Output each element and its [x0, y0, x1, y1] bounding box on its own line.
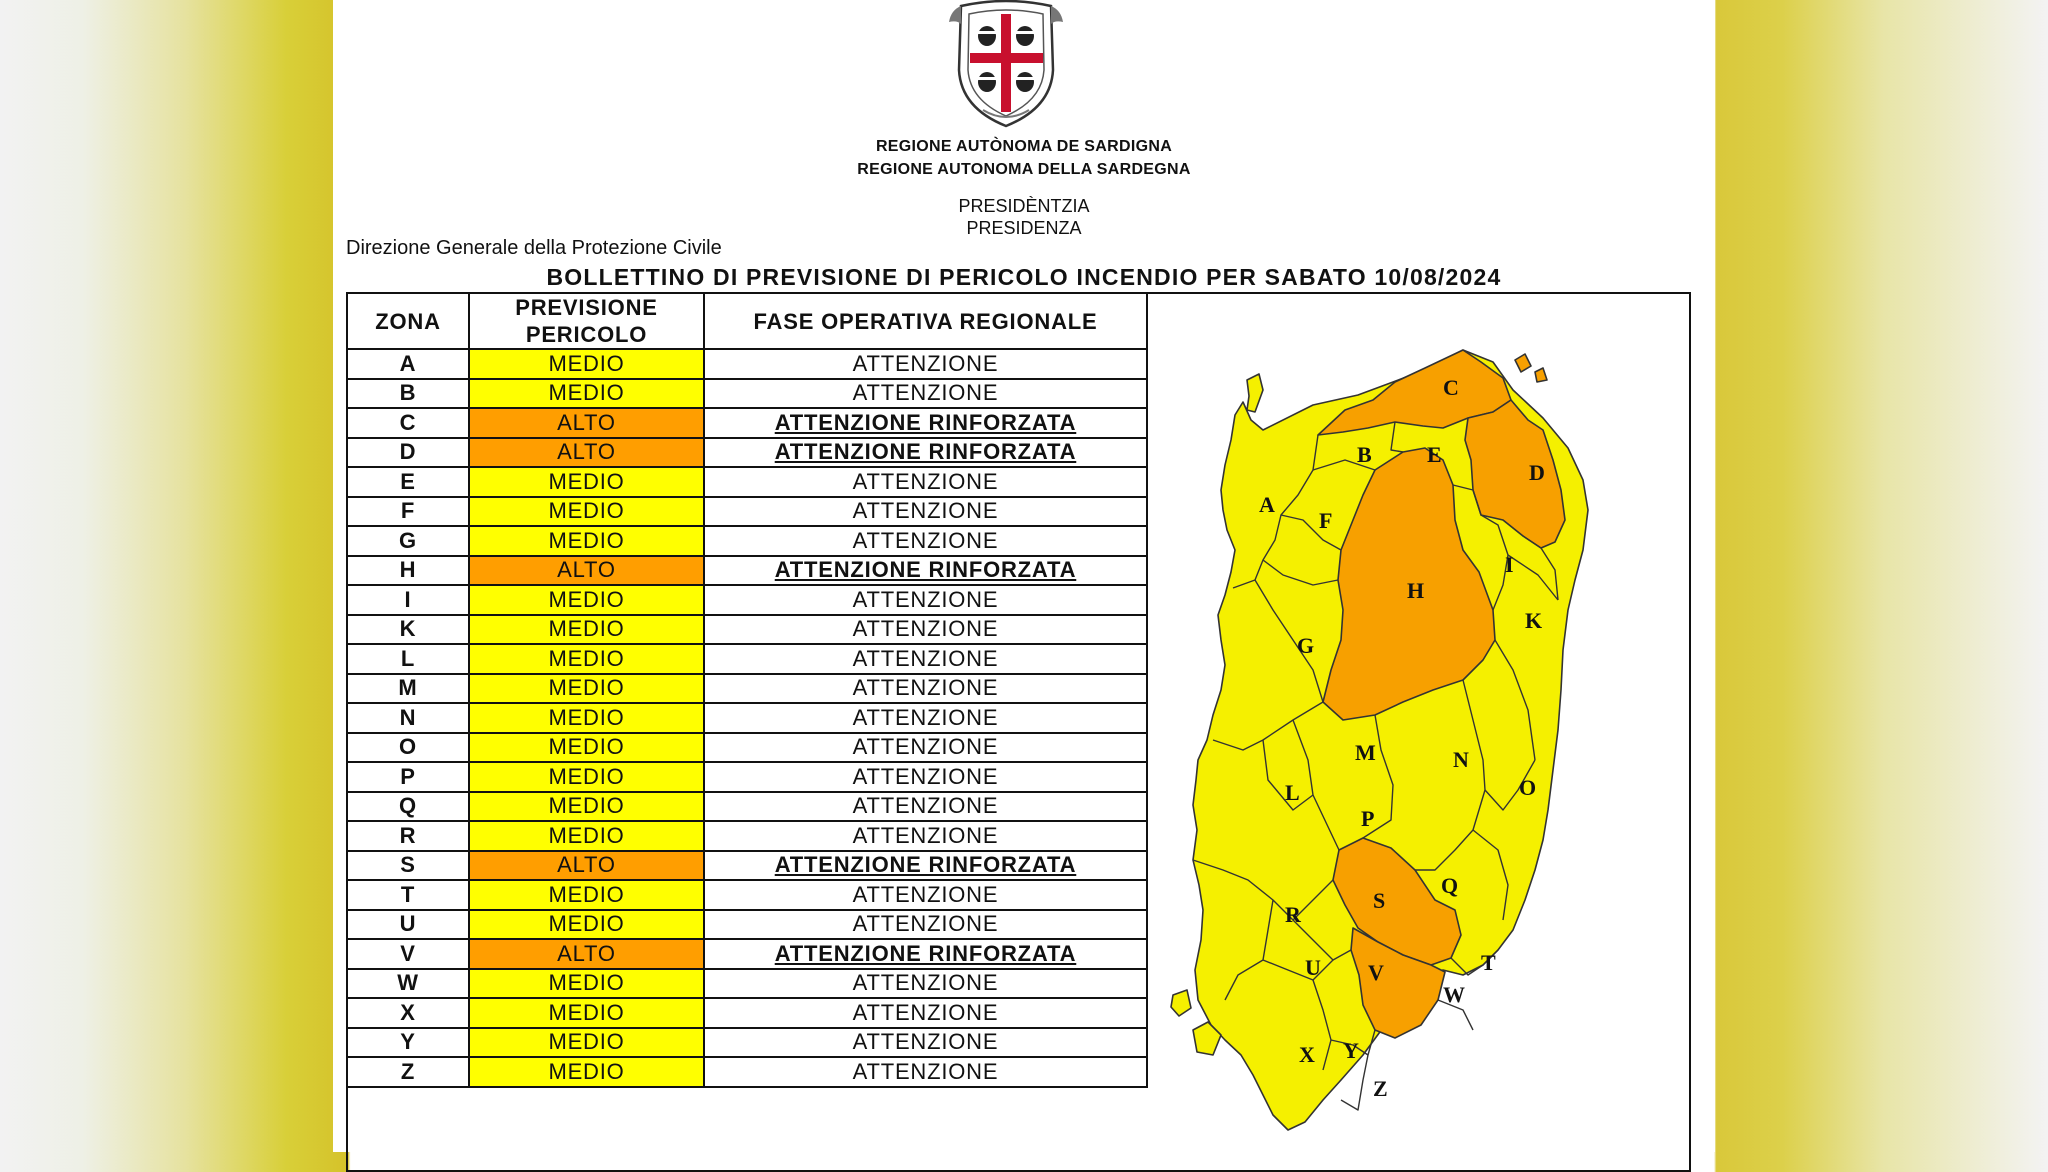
table-row [347, 644, 1147, 674]
zone-code: K [347, 615, 469, 645]
zone-code: Z [347, 1057, 469, 1087]
hazard-level: MEDIO [469, 674, 704, 704]
region-name-sardinian: REGIONE AUTÒNOMA DE SARDIGNA [875, 138, 1173, 155]
bulletin-title: BOLLETTINO DI PREVISIONE DI PERICOLO INCENDIO PER SABATO 10/08/2024 [546, 264, 1502, 290]
operational-phase: ATTENZIONE RINFORZATA [704, 408, 1147, 438]
hazard-level: MEDIO [469, 379, 704, 409]
map-label-y: Y [1343, 1038, 1359, 1063]
operational-phase: ATTENZIONE [704, 762, 1147, 792]
map-label-t: T [1481, 950, 1496, 975]
zone-code: P [347, 762, 469, 792]
map-label-g: G [1297, 633, 1315, 658]
operational-phase: ATTENZIONE [704, 349, 1147, 379]
directorate-label: Direzione Generale della Protezione Civile [346, 237, 722, 259]
hazard-level: MEDIO [469, 762, 704, 792]
hazard-level: MEDIO [469, 1028, 704, 1058]
zone-code: U [347, 910, 469, 940]
operational-phase: ATTENZIONE RINFORZATA [704, 556, 1147, 586]
zone-code: L [347, 644, 469, 674]
hazard-level: MEDIO [469, 969, 704, 999]
table-row [347, 910, 1147, 940]
zone-code: X [347, 998, 469, 1028]
table-row [347, 497, 1147, 527]
operational-phase: ATTENZIONE [704, 821, 1147, 851]
map-label-z: Z [1373, 1076, 1388, 1101]
zone-code: G [347, 526, 469, 556]
zone-code: R [347, 821, 469, 851]
table-row [347, 998, 1147, 1028]
hazard-level: MEDIO [469, 998, 704, 1028]
hazard-level: MEDIO [469, 349, 704, 379]
map-label-k: K [1525, 608, 1543, 633]
map-label-v: V [1368, 960, 1384, 985]
presidency-sardinian: PRESIDÈNTZIA [958, 196, 1090, 216]
zone-code: F [347, 497, 469, 527]
map-label-w: W [1443, 982, 1465, 1007]
map-label-c: C [1443, 375, 1459, 400]
map-label-b: B [1357, 442, 1372, 467]
map-label-f: F [1319, 508, 1333, 533]
operational-phase: ATTENZIONE [704, 910, 1147, 940]
zones-table-body [347, 349, 1147, 1087]
operational-phase: ATTENZIONE [704, 792, 1147, 822]
hazard-level: MEDIO [469, 821, 704, 851]
zone-code: S [347, 851, 469, 881]
zone-code: H [347, 556, 469, 586]
map-maddalena-islands [1515, 354, 1547, 382]
map-label-s: S [1373, 888, 1386, 913]
hazard-level: MEDIO [469, 585, 704, 615]
operational-phase: ATTENZIONE RINFORZATA [704, 438, 1147, 468]
map-label-l: L [1285, 780, 1300, 805]
table-row [347, 585, 1147, 615]
operational-phase: ATTENZIONE [704, 467, 1147, 497]
hazard-level: MEDIO [469, 880, 704, 910]
column-header-zona: ZONA [347, 293, 469, 349]
map-asinara-island [1247, 374, 1263, 412]
table-row [347, 880, 1147, 910]
map-label-i: I [1505, 552, 1514, 577]
zone-code: Y [347, 1028, 469, 1058]
operational-phase: ATTENZIONE [704, 1057, 1147, 1087]
map-label-p: P [1361, 806, 1375, 831]
map-label-h: H [1407, 578, 1425, 603]
map-label-o: O [1519, 775, 1537, 800]
hazard-level: MEDIO [469, 615, 704, 645]
hazard-level: MEDIO [469, 910, 704, 940]
table-header-row [347, 293, 1147, 349]
zone-code: C [347, 408, 469, 438]
zone-code: A [347, 349, 469, 379]
zone-code: V [347, 939, 469, 969]
table-row [347, 408, 1147, 438]
hazard-level: MEDIO [469, 792, 704, 822]
presidency-italian: PRESIDENZA [966, 218, 1082, 238]
operational-phase: ATTENZIONE [704, 526, 1147, 556]
map-label-r: R [1285, 902, 1301, 927]
table-row [347, 379, 1147, 409]
table-row [347, 1028, 1147, 1058]
operational-phase: ATTENZIONE [704, 615, 1147, 645]
table-row [347, 438, 1147, 468]
table-row [347, 467, 1147, 497]
operational-phase: ATTENZIONE [704, 1028, 1147, 1058]
map-label-q: Q [1441, 873, 1459, 898]
hazard-level: MEDIO [469, 1057, 704, 1087]
table-row [347, 762, 1147, 792]
hazard-level: MEDIO [469, 526, 704, 556]
map-label-m: M [1355, 740, 1376, 765]
table-row [347, 939, 1147, 969]
map-label-e: E [1427, 442, 1442, 467]
hazard-level: MEDIO [469, 733, 704, 763]
zone-code: M [347, 674, 469, 704]
table-row [347, 556, 1147, 586]
map-label-a: A [1259, 492, 1275, 517]
operational-phase: ATTENZIONE [704, 733, 1147, 763]
table-row [347, 792, 1147, 822]
operational-phase: ATTENZIONE [704, 880, 1147, 910]
operational-phase: ATTENZIONE [704, 674, 1147, 704]
operational-phase: ATTENZIONE [704, 644, 1147, 674]
table-row [347, 733, 1147, 763]
table-row [347, 526, 1147, 556]
zone-code: D [347, 438, 469, 468]
zone-code: I [347, 585, 469, 615]
zone-code: B [347, 379, 469, 409]
table-row [347, 703, 1147, 733]
operational-phase: ATTENZIONE [704, 585, 1147, 615]
operational-phase: ATTENZIONE [704, 998, 1147, 1028]
operational-phase: ATTENZIONE [704, 379, 1147, 409]
map-label-u: U [1305, 955, 1321, 980]
map-san-pietro-island [1171, 990, 1191, 1016]
zone-code: Q [347, 792, 469, 822]
zone-code: E [347, 467, 469, 497]
operational-phase: ATTENZIONE RINFORZATA [704, 851, 1147, 881]
table-row [347, 1057, 1147, 1087]
operational-phase: ATTENZIONE RINFORZATA [704, 939, 1147, 969]
hazard-level: ALTO [469, 438, 704, 468]
bulletin-sheet [333, 0, 1715, 1152]
operational-phase: ATTENZIONE [704, 497, 1147, 527]
sardinia-coat-of-arms-icon [943, 0, 1069, 128]
hazard-level: ALTO [469, 851, 704, 881]
operational-phase: ATTENZIONE [704, 969, 1147, 999]
table-row [347, 349, 1147, 379]
map-label-d: D [1529, 460, 1545, 485]
hazard-level: ALTO [469, 408, 704, 438]
table-row [347, 969, 1147, 999]
hazard-level: MEDIO [469, 467, 704, 497]
operational-phase: ATTENZIONE [704, 703, 1147, 733]
hazard-level: MEDIO [469, 644, 704, 674]
table-row [347, 615, 1147, 645]
hazard-level: MEDIO [469, 497, 704, 527]
sardinia-zones-map [1163, 310, 1683, 1150]
zone-code: O [347, 733, 469, 763]
hazard-level: MEDIO [469, 703, 704, 733]
column-header-previsione: PREVISIONE PERICOLO [469, 293, 704, 349]
zone-code: T [347, 880, 469, 910]
table-row [347, 851, 1147, 881]
map-label-x: X [1299, 1042, 1315, 1067]
table-row [347, 674, 1147, 704]
hazard-level: ALTO [469, 939, 704, 969]
map-label-n: N [1453, 747, 1469, 772]
table-row [347, 821, 1147, 851]
zones-table [346, 292, 1148, 1088]
hazard-level: ALTO [469, 556, 704, 586]
zone-code: N [347, 703, 469, 733]
zone-code: W [347, 969, 469, 999]
column-header-fase: FASE OPERATIVA REGIONALE [704, 293, 1147, 349]
region-name-italian: REGIONE AUTONOMA DELLA SARDEGNA [857, 161, 1191, 178]
